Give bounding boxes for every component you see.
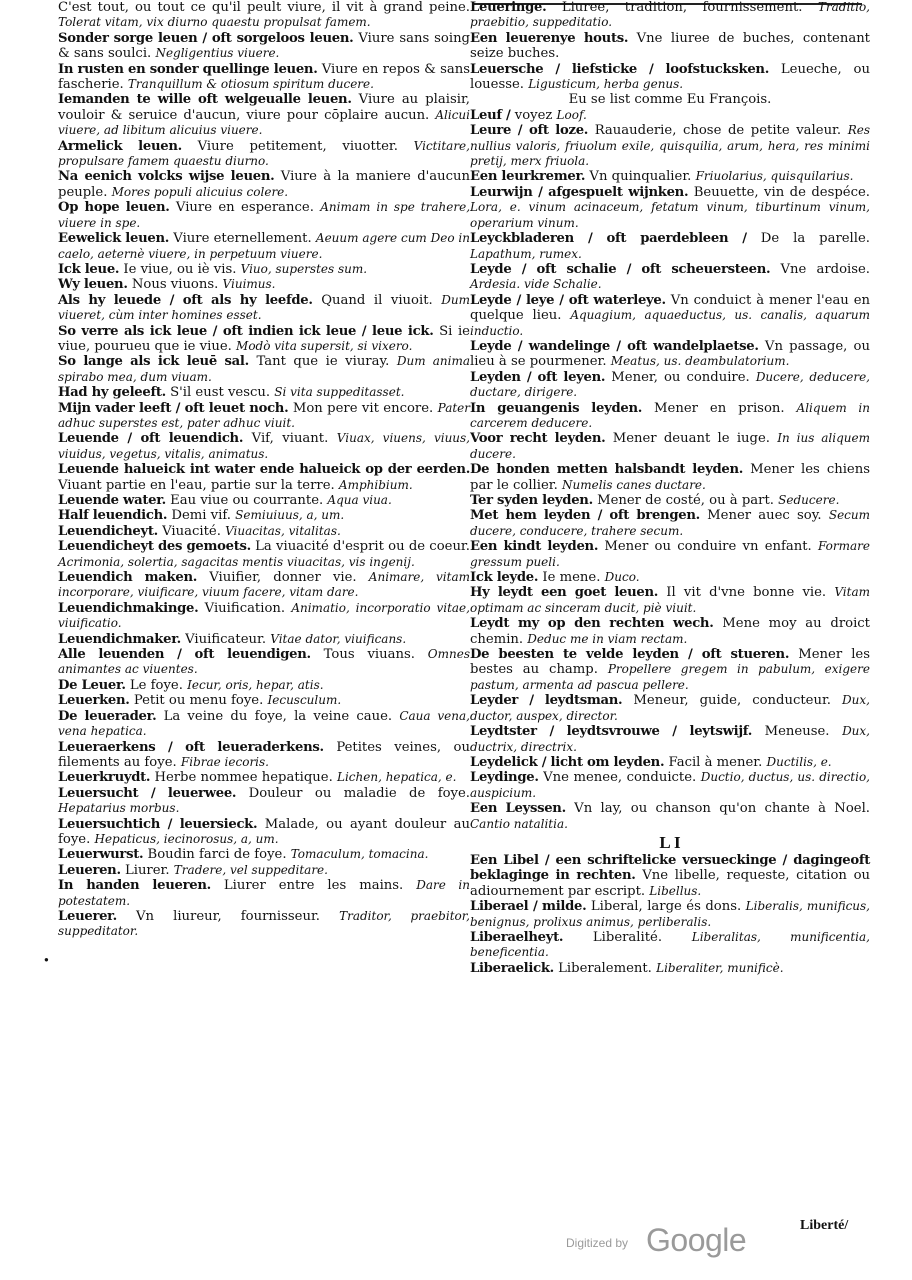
entry-headword: Leyde / wandelinge / oft wandelplaetse. [470, 338, 759, 354]
entry-latin: Viuo, superstes sum. [240, 261, 368, 276]
entry-headword: Leure / oft loze. [470, 123, 589, 139]
dictionary-entry [470, 401, 870, 432]
entry-headword: Leydt my op den rechten wech. [470, 616, 714, 632]
entry-definition: Viuant partie en l'eau, partie sur la terre. [58, 477, 335, 493]
entry-headword: In handen leueren. [58, 878, 211, 894]
entry-latin: Formare gressum pueli. [470, 539, 870, 569]
entry-headword: Alle leuenden / oft leuendigen. [58, 647, 311, 663]
entry-latin: Fibrae iecoris. [180, 754, 269, 769]
dictionary-entry [470, 462, 870, 493]
entry-definition: Ie viue, ou iè vis. [123, 261, 237, 277]
entry-latin: Propellere gregem in pabulum, exigere pastum, armenta ad pascua pellere. [470, 662, 870, 692]
entry-headword: Had hy geleeft. [58, 385, 166, 401]
dictionary-entry [58, 863, 470, 878]
entry-definition: Nous viuons. [131, 277, 219, 293]
entry-latin: Pater adhuc superstes est, pater adhuc viuit. [58, 400, 471, 430]
dictionary-entry [58, 570, 470, 601]
entry-headword: Leuerer. [58, 908, 117, 924]
entry-headword: Leuerkruydt. [58, 770, 151, 786]
entry-definition: Herbe nommee hepatique. [154, 770, 333, 786]
dictionary-entry [470, 370, 870, 401]
pronunciation-note: Eu se list comme Eu François. [568, 92, 772, 108]
dictionary-entry [470, 493, 870, 508]
entry-latin: Deduc me in viam rectam. [527, 631, 688, 646]
dictionary-entry [58, 817, 470, 848]
entry-latin: Mores populi alicuius colere. [111, 184, 289, 199]
entry-definition: Meneur, guide, conducteur. [633, 693, 831, 709]
entry-latin: Lora, e. vinum acinaceum, fetatum vinum, tiburtinum vinum, operarium vinum. [470, 200, 870, 230]
dictionary-entry [58, 878, 470, 909]
entry-headword: Leuersche / liefsticke / loofstucksken. [470, 61, 769, 77]
entry-headword: Iemanden te wille oft welgeualle leuen. [58, 92, 352, 108]
entry-latin: Meatus, us. deambulatorium. [610, 354, 790, 369]
entry-headword: Op hope leuen. [58, 200, 170, 216]
entry-headword: Een Libel / een schriftelicke versueckinge / dagingeoft beklaginge in rechten. [470, 852, 870, 884]
entry-definition: Viure petitement, viuotter. [197, 138, 398, 154]
entry-definition: Quand il viuoit. [321, 292, 433, 308]
entry-definition: Vne ardoise. [780, 261, 870, 277]
entry-latin: Omnes animantes ac viuentes. [58, 647, 470, 677]
entry-definition: Mener de costé, ou à part. [597, 493, 774, 508]
entry-definition: Facil à mener. [668, 754, 763, 770]
entry-headword: Leydtster / leydtsvrouwe / leytswijf. [470, 724, 752, 740]
entry-headword: So verre als ick leue / oft indien ick leue / leue ick. [58, 323, 434, 339]
entry-definition: Viuificateur. [185, 631, 267, 647]
entry-latin: Viuax, viuens, viuus, viuidus, vegetus, vitalis, animatus. [58, 431, 470, 461]
entry-latin: Si vita suppeditasset. [274, 385, 405, 400]
entry-latin: Animare, vitam incorporare, viuificare, viuum facere, vitam dare. [58, 570, 470, 600]
watermark-digitized: Digitized by [566, 1236, 629, 1250]
entry-headword: Sonder sorge leuen / oft sorgeloos leuen. [58, 30, 354, 46]
entry-headword: Hy leydt een goet leuen. [470, 585, 659, 601]
dictionary-entry [58, 385, 470, 400]
entry-latin: Dum viueret, cùm inter homines esset. [58, 292, 470, 323]
entry-latin: Numelis canes ductare. [562, 477, 706, 492]
entry-definition: Mener les chiens par le collier. [470, 462, 870, 493]
entry-latin: Vitae dator, viuificans. [270, 631, 407, 646]
entry-definition: Viuacité. [162, 523, 221, 539]
entry-headword: Ick leyde. [470, 570, 539, 586]
entry-latin: Loof. [556, 107, 587, 122]
entry-headword: Leuende water. [58, 493, 166, 508]
dictionary-entry [58, 324, 470, 355]
dictionary-entry [470, 899, 870, 930]
dictionary-entry [470, 0, 870, 31]
entry-headword: Leuende halueick int water ende halueick op der eerden. [58, 462, 470, 478]
entry-definition: La veine du foye, la veine caue. [163, 708, 393, 724]
entry-headword: In rusten en sonder quellinge leuen. [58, 61, 318, 77]
entry-headword: Leuendichmaker. [58, 631, 181, 647]
entry-latin: Tradere, vel suppeditare. [173, 862, 328, 877]
entry-headword: Leuendicheyt des gemoets. [58, 539, 251, 555]
entry-headword: Half leuendich. [58, 508, 168, 524]
dictionary-entry [58, 770, 470, 785]
dictionary-entry [470, 585, 870, 616]
entry-latin: Ardesia. vide Schalie. [470, 277, 602, 292]
entry-definition: C'est tout, ou tout ce qu'il peult viure, il vit à grand peine. [58, 0, 470, 15]
entry-headword: Leueringe. [470, 0, 547, 15]
entry-headword: De beesten te velde leyden / oft stueren. [470, 647, 790, 663]
entry-definition: Viuifier, donner vie. [209, 570, 357, 586]
entry-latin: Victitare, propulsare famem quaestu diurno. [58, 138, 470, 169]
dictionary-entry [58, 0, 470, 31]
dictionary-entry [58, 539, 470, 570]
entry-latin: Acrimonia, solertia, sagacitas mentis viuacitas, vis ingenij. [58, 554, 415, 569]
entry-headword: De Leuer. [58, 677, 126, 693]
dictionary-entry [58, 601, 470, 632]
entry-definition: Liurer. [124, 862, 170, 878]
entry-latin: Hepaticus, iecinorosus, a, um. [94, 831, 279, 846]
dictionary-entry [470, 853, 870, 899]
entry-definition: Boudin farci de foye. [147, 847, 287, 863]
entry-latin: Ductilis, e. [766, 754, 832, 769]
dictionary-entry [58, 632, 470, 647]
entry-definition: Leueche, ou louesse. [470, 61, 870, 93]
dictionary-entry [58, 31, 470, 62]
entry-definition: Mener deuant le iuge. [612, 431, 770, 447]
entry-headword: Leuendichmakinge. [58, 600, 199, 616]
entry-definition: Vn passage, ou lieu à se pourmener. [470, 338, 870, 370]
entry-definition: Meneuse. [764, 724, 830, 740]
entry-headword: Leuendicheyt. [58, 523, 158, 539]
entry-latin: Secum ducere, conducere, trahere secum. [470, 508, 870, 538]
entry-definition: S'il eust vescu. [170, 385, 271, 401]
dictionary-entry [58, 293, 470, 324]
entry-headword: De honden metten halsbandt leyden. [470, 462, 744, 478]
entry-definition: Viuification. [204, 600, 286, 616]
entry-definition: Vne liuree de buches, contenant seize buches. [470, 30, 870, 62]
entry-latin: Tomaculum, tomacina. [290, 847, 429, 862]
dictionary-entry [470, 616, 870, 647]
margin-mark: ● [44, 955, 49, 964]
dictionary-entry [470, 108, 870, 123]
dictionary-entry [58, 462, 470, 493]
dictionary-entry [58, 262, 470, 277]
entry-latin: Friuolarius, quisquilarius. [695, 169, 854, 184]
entry-latin: Libellus. [649, 883, 702, 898]
entry-definition: Viure en esperance. [175, 200, 314, 216]
entry-latin: In ius aliquem ducere. [470, 431, 870, 461]
dictionary-entry [470, 431, 870, 462]
entry-latin: Liberalitas, munificentia, beneficentia. [470, 929, 870, 960]
dictionary-entry [58, 524, 470, 539]
entry-definition: Il vit d'vne bonne vie. [666, 585, 827, 601]
dictionary-entry [470, 539, 870, 570]
entry-latin: Negligentius viuere. [155, 46, 280, 61]
entry-latin: Animam in spe trahere, viuere in spe. [58, 200, 471, 230]
dictionary-entry [58, 508, 470, 523]
entry-definition: Beuuette, vin de despéce. [693, 184, 870, 200]
entry-definition: Rauauderie, chose de petite valeur. [594, 123, 842, 139]
entry-latin: Iecusculum. [267, 693, 342, 708]
entry-definition: Vne libelle, requeste, citation ou adiournement par escript. [470, 868, 870, 899]
entry-definition: Petit ou menu foye. [133, 693, 264, 709]
entry-headword: Na eenich volcks wijse leuen. [58, 169, 275, 185]
entry-latin: Liberaliter, munificè. [656, 960, 784, 975]
dictionary-entry [470, 31, 870, 62]
entry-definition: Liurer entre les mains. [223, 878, 404, 894]
entry-latin: Aqua viua. [327, 493, 392, 507]
dictionary-entry [58, 786, 470, 817]
entry-definition: Si ie viue, pourueu que ie viue. [58, 323, 470, 354]
entry-headword: Leuersuchtich / leuersieck. [58, 816, 258, 832]
dictionary-entry [58, 277, 470, 292]
dictionary-entry [470, 185, 870, 231]
entry-latin: Dum anima spirabo mea, dum viuam. [58, 354, 471, 384]
dictionary-entry [470, 961, 870, 976]
dictionary-entry [58, 693, 470, 708]
dictionary-entry [470, 930, 870, 961]
dictionary-entry [470, 231, 870, 262]
entry-headword: Leuendich maken. [58, 570, 198, 586]
dictionary-entry [58, 431, 470, 462]
entry-definition: Petites veines, ou filements au foye. [58, 739, 470, 770]
dictionary-entry [58, 493, 470, 508]
dictionary-entry [58, 139, 470, 170]
dictionary-entry [470, 62, 870, 93]
entry-definition: Viure eternellement. [173, 231, 312, 247]
entry-definition: Mener auec soy. [707, 508, 822, 524]
entry-definition: Viure au plaisir, vouloir & seruice d'aucun, viure pour cōplaire aucun. [58, 92, 470, 123]
entry-latin: Liberalis, munificus, benignus, prolixus animus, perliberalis. [470, 899, 870, 929]
dictionary-entry [58, 200, 470, 231]
entry-latin: Duco. [604, 570, 640, 585]
entry-latin: Traditor, praebitor, suppeditator. [58, 908, 470, 939]
entry-latin: Amphibium. [338, 477, 413, 492]
dictionary-entry [470, 570, 870, 585]
dictionary-entry [58, 354, 470, 385]
entry-latin: Hepatarius morbus. [58, 801, 180, 816]
entry-latin: Res nullius valoris, friuolum exile, quisquilia, arum, hera, res minimi pretij, merx friuola. [470, 123, 870, 169]
entry-definition: Le foye. [129, 677, 183, 693]
entry-latin: Lapathum, rumex. [470, 246, 582, 261]
entry-headword: Een kindt leyden. [470, 539, 599, 555]
entry-headword: Eewelick leuen. [58, 231, 170, 247]
entry-latin: Aeuum agere cum Deo in caelo, aeternè viuere, in perpetuum viuere. [58, 231, 470, 261]
entry-definition: Demi vif. [171, 508, 231, 524]
dictionary-entry [470, 293, 870, 339]
dictionary-entry [58, 709, 470, 740]
entry-definition: Mene moy au droict chemin. [470, 616, 870, 647]
entry-definition: voyez [514, 107, 553, 123]
entry-definition: Mon pere vit encore. [292, 400, 434, 416]
entry-headword: Een leurkremer. [470, 169, 586, 185]
dictionary-entry [58, 92, 470, 138]
entry-headword: Leydinge. [470, 770, 539, 786]
catchword: Liberté/ [800, 1218, 849, 1233]
dictionary-entry [58, 678, 470, 693]
google-watermark [566, 1222, 766, 1262]
entry-latin: Viuacitas, vitalitas. [225, 523, 341, 538]
entry-headword: Mijn vader leeft / oft leuet noch. [58, 400, 289, 416]
entry-headword: Ter syden leyden. [470, 493, 593, 508]
entry-headword: Leueren. [58, 862, 121, 878]
dictionary-entry [470, 647, 870, 693]
entry-headword: Ick leue. [58, 261, 120, 277]
entry-latin: Ducere, deducere, ductare, dirigere. [470, 369, 870, 400]
entry-latin: Lichen, hepatica, e. [336, 770, 457, 785]
entry-headword: Leuf / [470, 107, 511, 123]
entry-latin: Caua vena, vena hepatica. [58, 708, 470, 739]
dictionary-entry [470, 755, 870, 770]
entry-definition: Liberalement. [558, 960, 652, 976]
entry-headword: Leuerken. [58, 693, 130, 709]
entry-headword: Armelick leuen. [58, 138, 182, 154]
section-heading: L I [659, 832, 681, 852]
entry-latin: Tranquillum & otiosum spiritum ducere. [127, 77, 374, 92]
dictionary-entry [470, 262, 870, 293]
entry-definition: Mener les bestes au champ. [470, 647, 870, 678]
entry-definition: Mener en prison. [654, 400, 785, 416]
entry-latin: Tolerat vitam, vix diurno quaestu propulsat famem. [58, 15, 371, 30]
dictionary-entry [58, 647, 470, 678]
dictionary-entry [470, 724, 870, 755]
right-column [470, 0, 870, 976]
entry-latin: Dare in potestatem. [58, 878, 470, 908]
entry-definition: Vn conduict à mener l'eau en quelque lieu. [470, 292, 870, 324]
entry-headword: Liberael / milde. [470, 899, 587, 915]
entry-headword: Leyde / oft schalie / oft scheuersteen. [470, 261, 771, 277]
entry-definition: Viure sans soing & sans soulci. [58, 30, 470, 62]
dictionary-entry [470, 169, 870, 184]
entry-headword: Een leuerenye houts. [470, 30, 629, 46]
entry-headword: Wy leuen. [58, 277, 128, 293]
entry-definition: Eau viue ou courrante. [170, 493, 324, 508]
entry-headword: Voor recht leyden. [470, 431, 606, 447]
entry-definition: Malade, ou ayant douleur au foye. [58, 816, 470, 847]
entry-headword: Leueraerkens / oft leueraderkens. [58, 739, 324, 755]
entry-latin: Semiuiuus, a, um. [235, 508, 345, 523]
entry-latin: Ductio, ductus, us. directio, auspicium. [470, 770, 870, 800]
entry-latin: Animatio, incorporatio vitae, viuificatio. [58, 600, 470, 631]
entry-headword: Liberaelheyt. [470, 929, 564, 945]
entry-headword: Liberaelick. [470, 960, 554, 976]
dictionary-entry [58, 740, 470, 771]
entry-latin: Ligusticum, herba genus. [528, 77, 684, 92]
entry-headword: In geuangenis leyden. [470, 400, 643, 416]
entry-headword: Leyden / oft leyen. [470, 369, 606, 385]
entry-definition: Tous viuans. [323, 647, 415, 663]
dictionary-entry [58, 909, 470, 940]
entry-headword: Leyde / leye / oft waterleye. [470, 292, 666, 308]
entry-headword: Leuende / oft leuendich. [58, 431, 244, 447]
entry-definition: Viure à la maniere d'aucun peuple. [58, 169, 470, 200]
entry-headword: Als hy leuede / oft als hy leefde. [58, 292, 313, 308]
dictionary-entry [58, 401, 470, 432]
google-logo: Google [646, 1222, 747, 1258]
entry-definition: Vn liureur, fournisseur. [136, 908, 320, 924]
entry-headword: Leyckbladeren / oft paerdebleen / [470, 231, 747, 247]
entry-headword: Leuersucht / leuerwee. [58, 785, 237, 801]
entry-definition: La viuacité d'esprit ou de coeur. [255, 539, 470, 555]
dictionary-entry [470, 801, 870, 832]
entry-definition: Vn lay, ou chanson qu'on chante à Noel. [574, 801, 870, 817]
dictionary-entry [58, 169, 470, 200]
dictionary-entry [58, 847, 470, 862]
entry-latin: Traditio, praebitio, suppeditatio. [470, 0, 870, 30]
entry-definition: Viure en repos & sans fascherie. [58, 61, 470, 93]
dictionary-entry [470, 339, 870, 370]
entry-latin: Viuimus. [222, 277, 276, 292]
entry-latin: Aquagium, aquaeductus, us. canalis, aquarum inductio. [470, 308, 870, 338]
entry-headword: Leyder / leydtsman. [470, 693, 623, 709]
entry-definition: Ie mene. [542, 570, 601, 586]
dictionary-entry [470, 508, 870, 539]
entry-definition: Tant que ie viuray. [256, 354, 390, 370]
entry-definition: Liuree, tradition, fournissement. [561, 0, 803, 15]
entry-latin: Dux, ductor, auspex, director. [470, 693, 870, 723]
entry-definition: Liberalité. [592, 929, 663, 945]
entry-latin: Modò vita supersit, si vixero. [236, 338, 413, 353]
entry-definition: Mener, ou conduire. [611, 369, 750, 385]
entry-latin: Alicui viuere, ad libitum alicuius viuere. [58, 107, 470, 138]
entry-headword: So lange als ick leuē sal. [58, 354, 249, 370]
entry-headword: Leydelick / licht om leyden. [470, 754, 665, 770]
entry-definition: De la parelle. [760, 231, 870, 247]
entry-headword: Met hem leyden / oft brengen. [470, 508, 700, 524]
entry-latin: Vitam optimam ac sinceram ducit, piè viuit. [470, 585, 870, 615]
entry-definition: Liberal, large és dons. [590, 899, 742, 915]
dictionary-entry [58, 62, 470, 93]
entry-latin: Aliquem in carcerem deducere. [470, 400, 870, 430]
entry-definition: Vn quinqualier. [589, 169, 692, 185]
entry-latin: Seducere. [778, 493, 840, 507]
entry-latin: Dux, ductrix, directrix. [470, 724, 870, 754]
left-column [58, 0, 470, 940]
entry-definition: Vif, viuant. [251, 431, 329, 447]
entry-definition: Mener ou conduire vn enfant. [604, 539, 812, 555]
entry-latin: Cantio natalitia. [470, 816, 568, 831]
entry-definition: Vne menee, conduicte. [543, 770, 697, 786]
dictionary-entry [470, 693, 870, 724]
dictionary-entry [470, 123, 870, 169]
entry-headword: Leurwijn / afgespuelt wijnken. [470, 184, 689, 200]
entry-headword: Leuerwurst. [58, 847, 144, 863]
dictionary-entry [58, 231, 470, 262]
dictionary-entry [470, 770, 870, 801]
entry-definition: Douleur ou maladie de foye. [248, 785, 470, 801]
entry-latin: Iecur, oris, hepar, atis. [187, 677, 324, 692]
entry-headword: De leuerader. [58, 708, 157, 724]
entry-headword: Een Leyssen. [470, 801, 566, 817]
